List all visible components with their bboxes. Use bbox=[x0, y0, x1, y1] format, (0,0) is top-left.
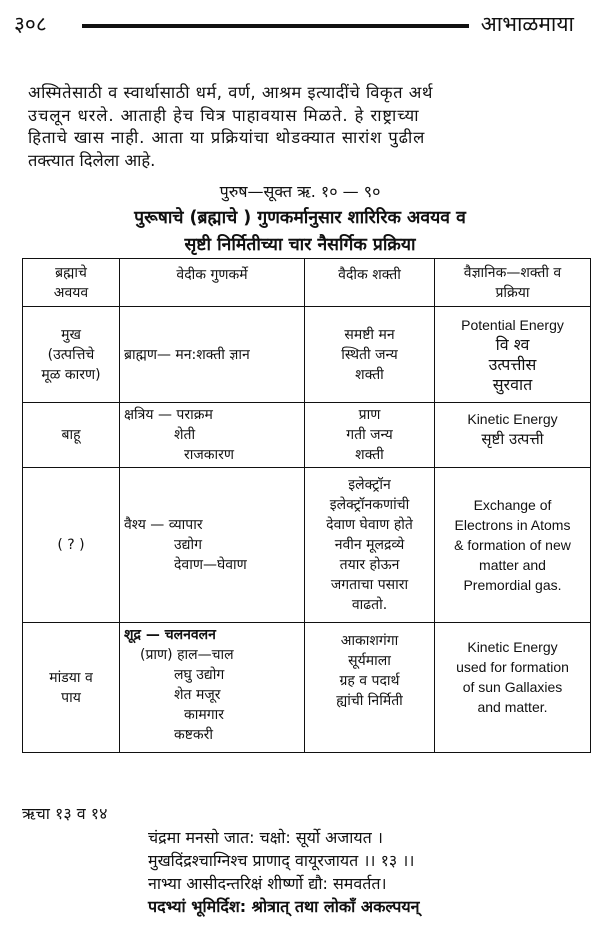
table-row bbox=[23, 468, 591, 623]
table-row bbox=[23, 307, 591, 403]
paragraph-line: अस्मितेसाठी व स्वार्थासाठी धर्म, वर्ण, आश्रम इत्यादींचे विकृत अर्थ bbox=[28, 83, 433, 102]
science-cell: Exchange of Electrons in Atoms & formation of new matter and Premordial gas. bbox=[435, 468, 591, 623]
sukta-reference: पुरुष—सूक्त ऋ. १० — ९० bbox=[219, 182, 381, 201]
table-row bbox=[23, 403, 591, 468]
verse-line: नाभ्या आसीदन्तरिक्षं शीर्ष्णो द्यौ: समवर्तत। bbox=[148, 874, 387, 893]
verse-line: मुखदिंद्रश्चाग्निश्च प्राणाद् वायूरजायत ।। १३ ।। bbox=[148, 851, 415, 870]
organ-cell: मुख (उत्पत्तिचे मूळ कारण) bbox=[23, 307, 120, 403]
paragraph-line: उचलून धरले. आताही हेच चित्र पाहावयास मिळते. हे राष्ट्राच्या bbox=[28, 105, 420, 125]
header-rule bbox=[82, 24, 469, 28]
paragraph-line: तक्त्यात दिलेला आहे. bbox=[28, 150, 156, 170]
table-header-row bbox=[23, 259, 591, 307]
table-title-line-2: सृष्टी निर्मितीच्या चार नैसर्गिक प्रक्रिया bbox=[184, 235, 416, 255]
header-science: वैज्ञानिक—शक्ती व प्रक्रिया bbox=[435, 259, 591, 307]
body-paragraph bbox=[28, 82, 580, 172]
running-title: आभाळमाया bbox=[480, 12, 574, 36]
header-vedic-power: वैदीक शक्ती bbox=[305, 259, 435, 307]
vedic-power-cell: प्राण गती जन्य शक्ती bbox=[305, 403, 435, 468]
organ-cell: ( ? ) bbox=[23, 468, 120, 623]
vedic-power-cell: इलेक्ट्रॉन इलेक्ट्रॉनकणांची देवाण घेवाण होते नवीन मूलद्रव्ये तयार होऊन जगताचा पसारा वाढतो. bbox=[305, 468, 435, 623]
vedic-power-cell: आकाशगंगा सूर्यमाला ग्रह व पदार्थ ह्यांची निर्मिती bbox=[305, 623, 435, 753]
rcha-label: ऋचा १३ व १४ bbox=[22, 804, 108, 823]
header-organ: ब्रह्माचे अवयव bbox=[23, 259, 120, 307]
qualities-cell: क्षत्रिय — पराक्रम शेती राजकारण bbox=[120, 403, 305, 468]
qualities-cell: ब्राह्मण— मन:शक्ती ज्ञान bbox=[120, 307, 305, 403]
header-vedic-qualities: वेदीक गुणकर्मे bbox=[120, 259, 305, 307]
verse-line: चंद्रमा मनसो जात: चक्षो: सूर्यो अजायत । bbox=[148, 828, 383, 847]
science-cell: Kinetic Energy सृष्टी उत्पत्ती bbox=[435, 403, 591, 468]
qualities-cell: शूद्र — चलनवलन (प्राण) हाल—चाल लघु उद्योग शेत मजूर कामगार कष्टकरी bbox=[120, 623, 305, 753]
verse-line: पदभ्यां भूमिर्दिश: श्रोत्रात् तथा लोकाँ अकल्पयन् bbox=[148, 897, 420, 916]
organ-cell: बाहू bbox=[23, 403, 120, 468]
table-row bbox=[23, 623, 591, 753]
vedic-power-cell: समष्टी मन स्थिती जन्य शक्ती bbox=[305, 307, 435, 403]
page-number: ३०८ bbox=[14, 12, 47, 36]
qualities-cell: वैश्य — व्यापार उद्योग देवाण—घेवाण bbox=[120, 468, 305, 623]
science-cell: Potential Energy वि श्व उत्पत्तीस सुरवात bbox=[435, 307, 591, 403]
sanskrit-verses bbox=[148, 826, 420, 918]
page-header bbox=[14, 10, 584, 38]
organ-cell: मांडया व पाय bbox=[23, 623, 120, 753]
table-title-line-1: पुरूषाचे (ब्रह्माचे ) गुणकर्मानुसार शारिरिक अवयव व bbox=[134, 208, 466, 228]
science-cell: Kinetic Energy used for formation of sun Gallaxies and matter. bbox=[435, 623, 591, 753]
paragraph-line: हिताचे खास नाही. आता या प्रक्रियांचा थोडक्यात सारांश पुढील bbox=[28, 128, 426, 147]
process-table bbox=[22, 258, 591, 753]
